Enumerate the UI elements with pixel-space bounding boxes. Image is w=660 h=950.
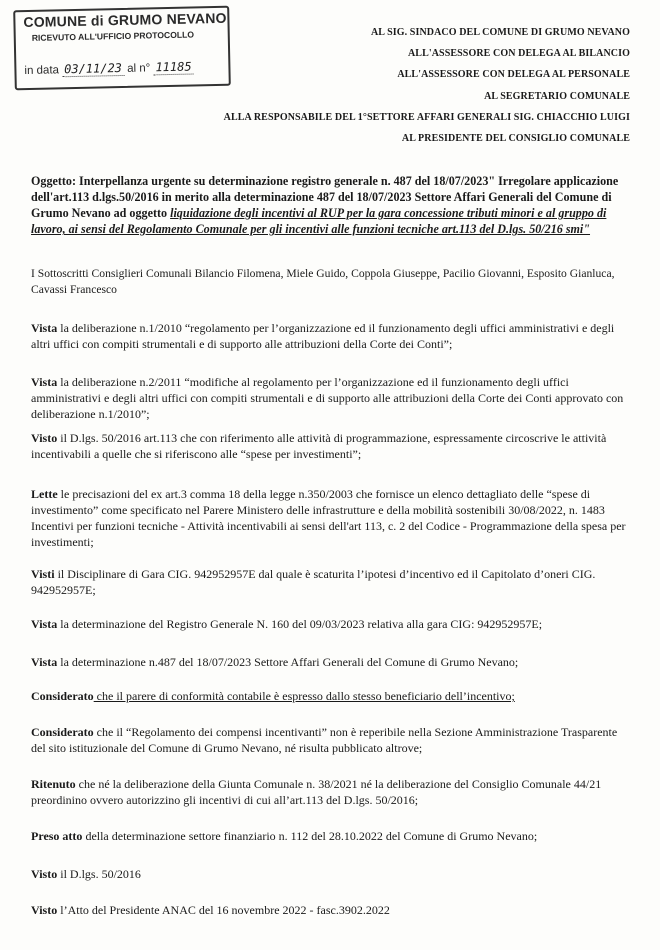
stamp-number-label: al n° bbox=[127, 62, 151, 75]
recital-paragraph bbox=[31, 486, 633, 550]
recital-text: le precisazioni del ex art.3 comma 18 della legge n.350/2003 che fornisce un elenco dettagliato delle “spese di investimento” come specificato nel Parere Ministero delle infrastrutture e della mobilità sostenibili 30/08/2022, n. 1483 Incentivi per funzioni tecniche - Attività incentivabili ai sensi dell'art 113, c. 2 del Codice - Programmazione della spesa per investimenti; bbox=[31, 487, 626, 549]
recital-text: la determinazione n.487 del 18/07/2023 Settore Affari Generali del Comune di Grumo Nevano; bbox=[57, 655, 519, 669]
recital-text: della determinazione settore finanziario n. 112 del 28.10.2022 del Comune di Grumo Nevano; bbox=[82, 829, 538, 843]
recital-paragraph bbox=[31, 688, 633, 704]
addressee-line: AL SEGRETARIO COMUNALE bbox=[484, 90, 630, 102]
addressee-line: ALL'ASSESSORE CON DELEGA AL BILANCIO bbox=[407, 48, 630, 60]
recital-lead: Visti bbox=[31, 567, 55, 581]
recital-lead: Vista bbox=[31, 321, 58, 335]
recital-lead: Vista bbox=[31, 375, 58, 389]
recital-paragraph bbox=[31, 320, 633, 352]
recital-text: la determinazione del Registro Generale N. 160 del 09/03/2023 relativa alla gara CIG: 942952957E; bbox=[57, 617, 543, 631]
recital-lead: Visto bbox=[31, 903, 58, 917]
recital-lead: Preso atto bbox=[31, 829, 83, 843]
recital-paragraph bbox=[31, 430, 633, 462]
recital-text: che né la deliberazione della Giunta Comunale n. 38/2021 né la deliberazione del Consiglio Comunale 44/21 preordinino ovvero autorizzino gli incentivi di cui all’art.113 del D.lgs. 50/2016; bbox=[31, 777, 602, 807]
addressee-block bbox=[224, 22, 630, 149]
recital-paragraph bbox=[31, 654, 633, 670]
stamp-municipality: COMUNE di GRUMO NEVANO bbox=[23, 9, 227, 31]
recital-paragraph bbox=[31, 566, 633, 598]
recital-lead: Visto bbox=[31, 867, 58, 881]
recital-paragraph bbox=[31, 776, 633, 808]
stamp-received-label: RICEVUTO ALL'UFFICIO PROTOCOLLO bbox=[31, 29, 195, 43]
recital-text: il D.lgs. 50/2016 art.113 che con riferimento alle attività di programmazione, espressamente circoscrive le attività incentivabili a quelle che si riferiscono alle “spese per investimenti”; bbox=[31, 431, 607, 461]
recital-paragraph bbox=[31, 724, 633, 756]
subject-underlined-text: liquidazione degli incentivi al RUP per la gara concessione tributi minori e al gruppo di lavoro, ai sensi del Regolamento Comunale per gli incentivi alle funzioni tecniche art.113 del D.lgs. 50/216 smi" bbox=[31, 206, 607, 237]
recital-paragraph bbox=[31, 616, 633, 632]
recital-lead: Vista bbox=[31, 655, 58, 669]
recital-text: che il parere di conformità contabile è espresso dallo stesso beneficiario dell’incentivo; bbox=[93, 689, 515, 703]
recital-lead: Ritenuto bbox=[31, 777, 76, 791]
recital-text: il D.lgs. 50/2016 bbox=[57, 867, 141, 881]
recital-paragraph bbox=[31, 902, 633, 918]
recital-paragraph bbox=[31, 374, 633, 422]
stamp-number-value: 11185 bbox=[153, 60, 193, 76]
recital-text: che il “Regolamento dei compensi incentivanti” non è reperibile nella Sezione Amministrazione Trasparente del sito istituzionale del Comune di Grumo Nevano, né risulta pubblicato altrove; bbox=[31, 725, 618, 755]
subject-heading bbox=[31, 173, 633, 237]
recital-lead: Lette bbox=[31, 487, 58, 501]
addressee-line: AL PRESIDENTE DEL CONSIGLIO COMUNALE bbox=[401, 133, 630, 145]
recital-lead: Vista bbox=[31, 617, 58, 631]
recital-lead: Visto bbox=[31, 431, 58, 445]
recital-paragraph bbox=[31, 866, 633, 882]
recital-lead: Considerato bbox=[31, 725, 94, 739]
addressee-line: AL SIG. SINDACO DEL COMUNE DI GRUMO NEVANO bbox=[370, 27, 630, 38]
recital-text: il Disciplinare di Gara CIG. 942952957E dal quale è scaturita l’ipotesi d’incentivo ed il Capitolato d’oneri CIG. 942952957E; bbox=[31, 567, 596, 597]
stamp-date-row bbox=[24, 60, 193, 78]
recital-lead: Considerato bbox=[31, 689, 94, 703]
protocol-stamp bbox=[13, 6, 231, 91]
recital-text: l’Atto del Presidente ANAC del 16 novembre 2022 - fasc.3902.2022 bbox=[57, 903, 390, 917]
addressee-line: ALL'ASSESSORE CON DELEGA AL PERSONALE bbox=[397, 69, 630, 81]
recital-text: la deliberazione n.2/2011 “modifiche al regolamento per l’organizzazione ed il funzionamento degli uffici amministrativi e degli altri uffici con compiti strumentali e di supporto alle attribuzioni della Corte dei Conti approvato con deliberazione n.1/2010”; bbox=[31, 375, 624, 421]
addressee-line: ALLA RESPONSABILE DEL 1°SETTORE AFFARI GENERALI SIG. CHIACCHIO LUIGI bbox=[223, 111, 630, 123]
recital-text: la deliberazione n.1/2010 “regolamento per l’organizzazione ed il funzionamento degli uffici amministrativi e degli altri uffici con compiti strumentali e di supporto alle attribuzioni della Corte dei Conti”; bbox=[31, 321, 615, 351]
subject-text: Oggetto: Interpellanza urgente su determinazione registro generale n. 487 del 18/07/2023" Irregolare applicazione dell'art.113 d.lgs.50/2016 in merito alla determinazione 487 del 18/07/2023 Settore Affari Generali del Comune di Grumo Nevano ad oggetto bbox=[31, 174, 619, 221]
signers-paragraph: I Sottoscritti Consiglieri Comunali Bilancio Filomena, Miele Guido, Coppola Giuseppe, Pacilio Giovanni, Esposito Gianluca, Cavassi Francesco bbox=[31, 267, 615, 296]
stamp-date-label: in data bbox=[24, 64, 60, 78]
recital-paragraph bbox=[31, 828, 633, 844]
stamp-date-value: 03/11/23 bbox=[62, 61, 124, 77]
